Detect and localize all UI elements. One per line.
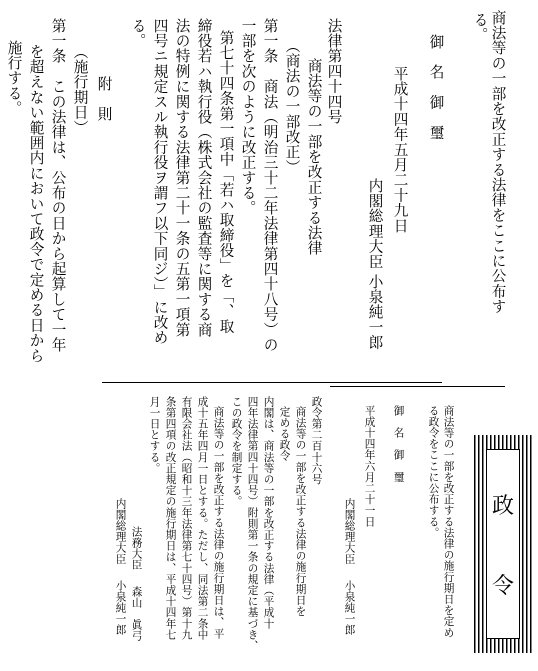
order-promulgation-1: 商法等の一部を改正する法律の施行期日を定め bbox=[442, 405, 455, 639]
justice-minister-title: 法務大臣 bbox=[130, 526, 143, 571]
article1-line-4: 締役若ハ執行役（株式会社の監査等に関する商 bbox=[195, 18, 213, 338]
article1-line-6: 四号ニ規定スル執行役ヲ謂フ以下同ジ）」に改め bbox=[151, 18, 169, 346]
order-pm-name: 小泉純一郎 bbox=[343, 580, 356, 636]
effective-line-2: を超えない範囲内において政令で定める日から bbox=[27, 44, 45, 364]
order-title-1: 商法等の一部を改正する法律の施行期日を bbox=[294, 406, 307, 617]
order-preamble-3: この政令を制定する。 bbox=[230, 396, 243, 507]
cabinet-order-frame bbox=[474, 435, 532, 653]
cabinet-order-char-2: 令 bbox=[491, 574, 514, 599]
promulgation-text-2: る。 bbox=[471, 12, 489, 43]
order-title-2: 定める政令 bbox=[278, 406, 291, 462]
promulgation-date: 平成十四年五月二十九日 bbox=[391, 66, 409, 234]
justice-minister-name: 森山 眞弓 bbox=[130, 586, 143, 642]
order-preamble-1: 内閣は、商法等の一部を改正する法律（平成十 bbox=[262, 396, 275, 630]
prime-minister-title: 内閣総理大臣 bbox=[366, 178, 384, 270]
article1-line-5: 法の特例に関する法律第二十一条の五第一項第 bbox=[173, 18, 191, 338]
order-number: 政令第二百十六号 bbox=[310, 396, 323, 485]
article1-line-7: る。 bbox=[129, 18, 147, 49]
promulgation-text-1: 商法等の一部を改正する法律をここに公布す bbox=[489, 10, 507, 314]
order-body-1: 商法等の一部を改正する法律の施行期日は、平 bbox=[212, 406, 225, 640]
order-pm2-name: 小泉純一郎 bbox=[114, 580, 127, 636]
law-number: 法律第四十四号 bbox=[325, 18, 343, 125]
effective-date-heading: （施行期日） bbox=[71, 44, 89, 136]
order-preamble-2: 四年法律第四十四号）附則第一条の規定に基づき、 bbox=[246, 396, 259, 652]
effective-line-1: 第一条 この法律は、公布の日から起算して一年 bbox=[49, 18, 67, 353]
effective-line-3: 施行する。 bbox=[5, 40, 23, 116]
article1-line-1: 第一条 商法（明治三十二年法律第四十八号）の bbox=[261, 18, 279, 353]
section-divider-upper bbox=[330, 386, 505, 387]
order-body-2: 成十五年四月一日とする。ただし、同法第二条中 bbox=[196, 396, 209, 641]
section-divider-lower bbox=[102, 382, 442, 383]
order-imperial-seal-label: 御 名 御 璽 bbox=[392, 405, 405, 483]
supplementary-provisions-heading: 附 則 bbox=[95, 76, 113, 122]
article1-line-2: 一部を次のように改正する。 bbox=[239, 18, 257, 216]
part-heading: （商法の一部改正） bbox=[283, 38, 301, 175]
cabinet-order-char-1: 政 bbox=[491, 494, 514, 519]
order-body-3: 有限会社法（昭和十三年法律第七十四号）第十九 bbox=[180, 396, 193, 641]
order-date: 平成十四年六月二十一日 bbox=[363, 405, 376, 528]
order-body-5: 月一日とする。 bbox=[148, 396, 161, 474]
order-promulgation-2: る政令をここに公布する。 bbox=[427, 405, 440, 539]
law-title: 商法等の一部を改正する法律 bbox=[305, 58, 323, 256]
prime-minister-name: 小泉純一郎 bbox=[366, 274, 384, 350]
order-pm-title: 内閣総理大臣 bbox=[343, 498, 356, 565]
article1-line-3: 第七十四条第一項中「若ハ取締役」を「、取 bbox=[217, 30, 235, 334]
imperial-seal-label: 御 名 御 璽 bbox=[427, 34, 445, 141]
order-pm2-title: 内閣総理大臣 bbox=[114, 498, 127, 565]
order-body-4: 条第四項の改正規定の施行期日は、平成十四年七 bbox=[164, 396, 177, 641]
